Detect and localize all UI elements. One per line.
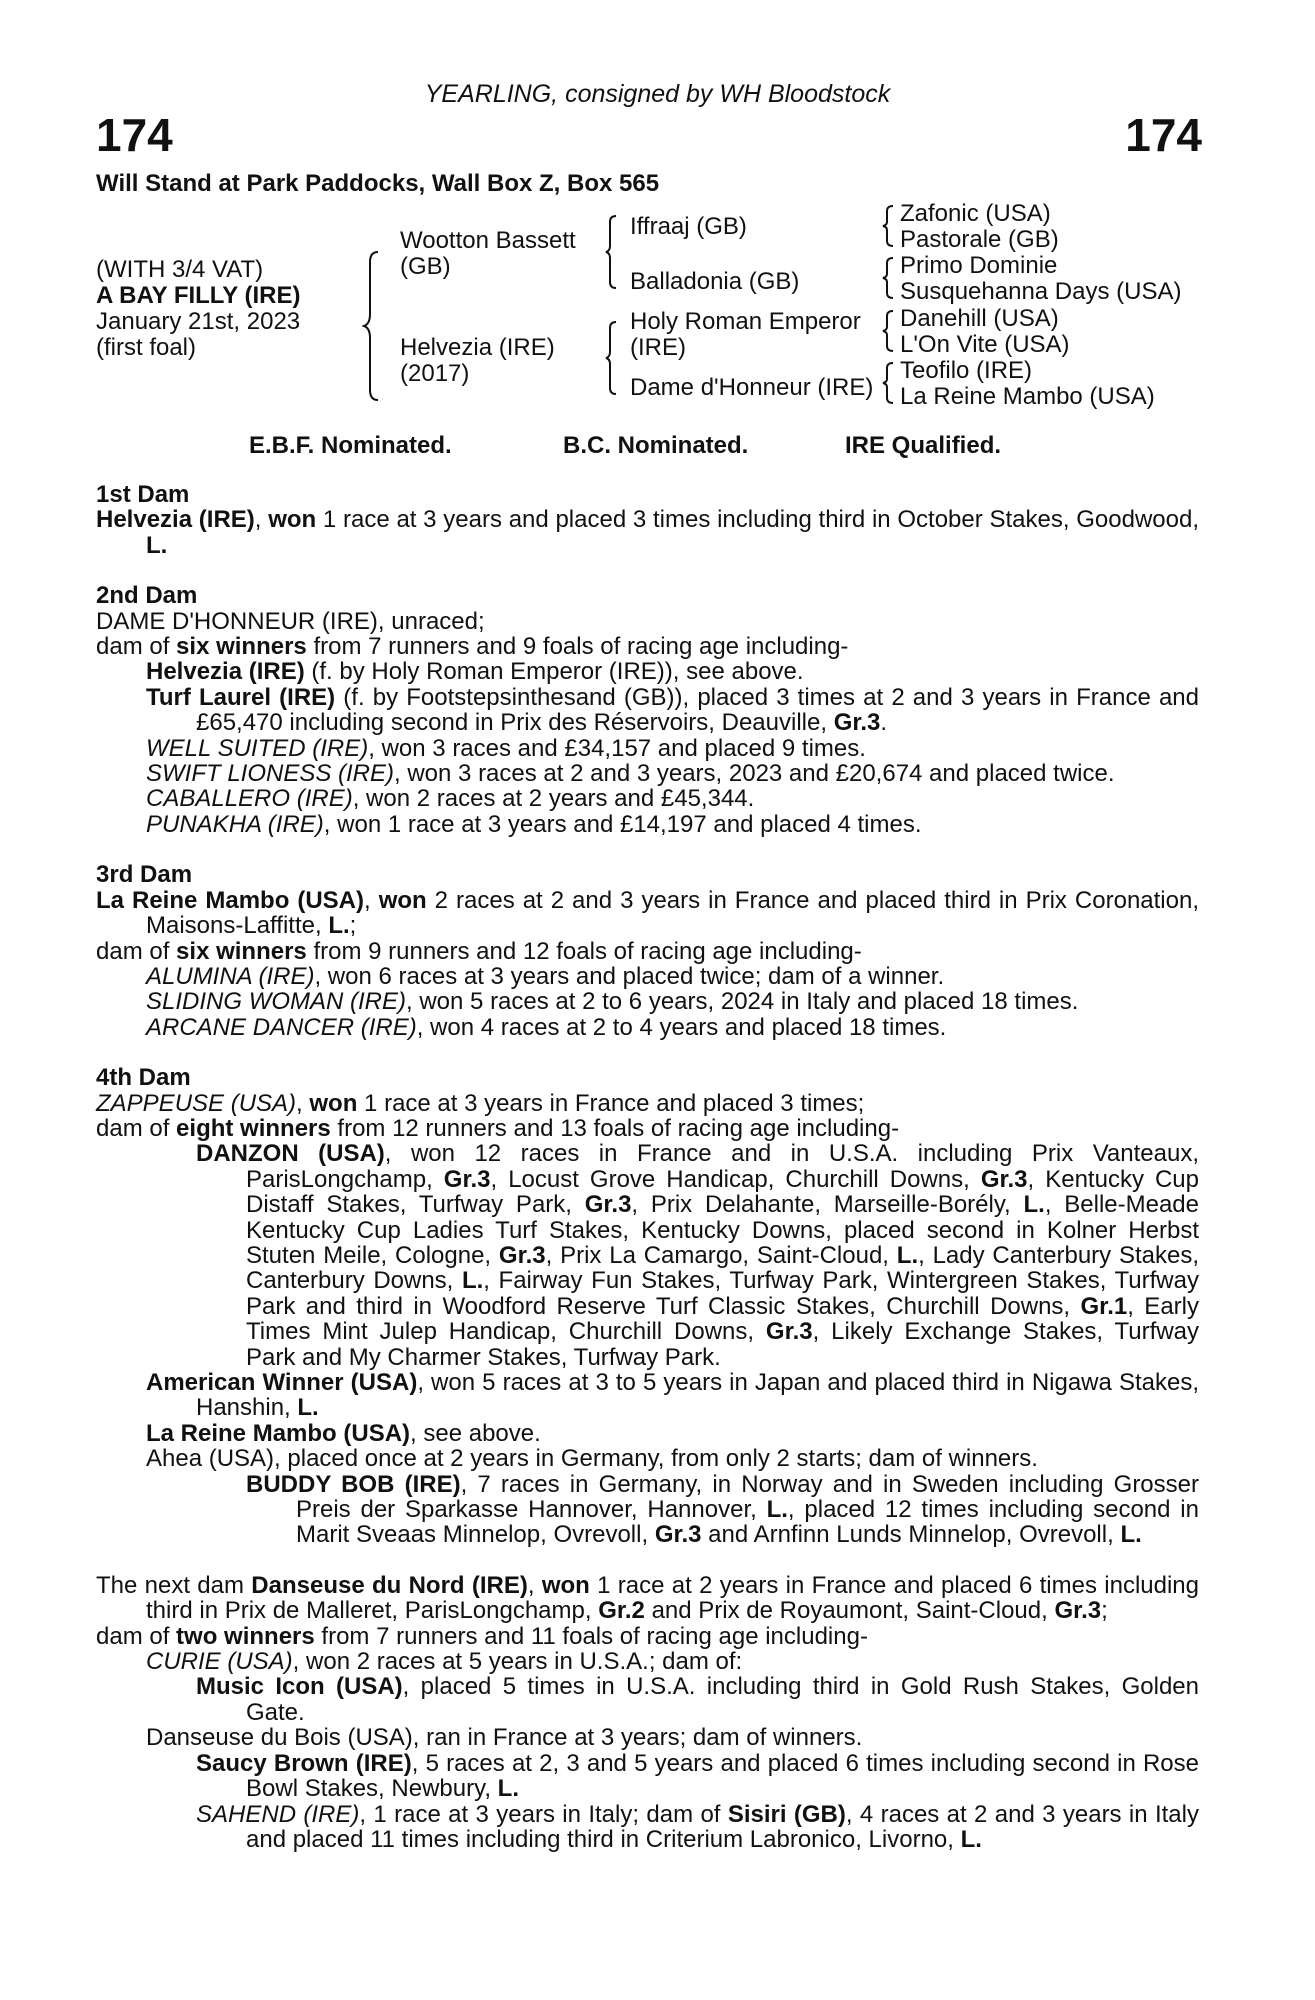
- first-dam-text: 1 race at 3 years and placed 3 times including third in October Stakes, Goodwood,: [316, 506, 1200, 534]
- produce-entry: Danseuse du Bois (USA), ran in France at 3 years; dam of winners.: [146, 1724, 863, 1752]
- grade: L.: [297, 1394, 319, 1422]
- winners-count: two winners: [176, 1622, 315, 1650]
- runners-text: from 12 runners and 13 foals of racing age including-: [330, 1114, 900, 1142]
- second-dam-heading: 2nd Dam: [96, 582, 198, 610]
- second-dam-section: [96, 583, 1199, 837]
- produce-name: SWIFT LIONESS (IRE): [146, 760, 395, 788]
- ddd: La Reine Mambo (USA): [900, 383, 1155, 410]
- grade: L.: [766, 1496, 788, 1524]
- first-dam-name: Helvezia (IRE): [96, 506, 255, 534]
- dam-brace: [604, 320, 620, 396]
- catalogue-body: [96, 482, 1199, 1877]
- produce-entry: [96, 786, 1199, 811]
- winners-count: eight winners: [176, 1114, 331, 1142]
- grade: Gr.3: [833, 709, 881, 737]
- produce-name: ALUMINA (IRE): [146, 962, 315, 990]
- third-dam-name: La Reine Mambo (USA): [96, 886, 365, 914]
- produce-name: PUNAKHA (IRE): [146, 810, 324, 838]
- bc-nomination: B.C. Nominated.: [563, 432, 749, 459]
- sdd: Susquehanna Days (USA): [900, 278, 1182, 305]
- grade: L.: [960, 1825, 982, 1853]
- next-dam-record: The next dam Danseuse du Nord (IRE), won 1 race at 2 years in France and placed 6 times including third in Prix de Malleret, ParisLongchamp, Gr.2 and Prix de Royaumont, Saint-Cloud, Gr.3;: [96, 1571, 1199, 1625]
- third-dam-text: 2 races at 2 and 3 years in France and placed third in Prix Coronation, Maisons-Laffitte,: [146, 886, 1199, 940]
- first-dam-record: Helvezia (IRE), won 1 race at 3 years and placed 3 times including third in October Stakes, Goodwood, L.: [96, 506, 1200, 559]
- second-dam-produce-line: [96, 634, 1199, 659]
- produce-name: Saucy Brown (IRE): [196, 1749, 412, 1777]
- produce-name: La Reine Mambo (USA): [146, 1419, 411, 1447]
- produce-text: , won 3 races and £34,157 and placed 9 times.: [368, 734, 866, 762]
- third-dam-heading: 3rd Dam: [96, 861, 193, 889]
- produce-name: CURIE (USA): [146, 1648, 293, 1676]
- produce-entry: [96, 1751, 1199, 1802]
- produce-text: , won 4 races at 2 to 4 years and placed 18 times.: [416, 1013, 947, 1041]
- produce-entry: [96, 685, 1199, 736]
- produce-text: , won 6 races at 3 years and placed twice; dam of a winner.: [314, 962, 945, 990]
- produce-name: Helvezia (IRE): [146, 658, 305, 686]
- fourth-dam-text: 1 race at 3 years in France and placed 3 times;: [357, 1089, 865, 1117]
- third-dam-won: won: [378, 886, 427, 914]
- produce-text: 1 race at 2 years in France and placed 6 times including third in Prix de Malleret, ParisLongchamp,: [146, 1571, 1199, 1625]
- grade: Gr.3: [1054, 1597, 1102, 1625]
- grade: Gr.3: [498, 1241, 546, 1269]
- produce-text: , won 2 races at 2 years and £45,344.: [352, 785, 755, 813]
- grade: L.: [1120, 1521, 1142, 1549]
- grade: Gr.3: [654, 1521, 702, 1549]
- third-dam-section: [96, 862, 1199, 1040]
- produce-entry: [96, 736, 1199, 761]
- produce-name: Turf Laurel (IRE): [146, 683, 336, 711]
- dss: Danehill (USA): [900, 305, 1059, 332]
- dsd: L'On Vite (USA): [900, 331, 1070, 358]
- produce-text: and Prix de Royaumont, Saint-Cloud,: [644, 1597, 1055, 1625]
- dam-sire-line2: (IRE): [630, 334, 686, 361]
- produce-name: SLIDING WOMAN (IRE): [146, 988, 407, 1016]
- grade: L.: [896, 1241, 919, 1269]
- produce-text: (f. by Holy Roman Emperor (IRE)), see above.: [304, 658, 804, 686]
- vat-note: (WITH 3/4 VAT): [96, 256, 264, 283]
- first-dam-grade: L.: [146, 531, 168, 559]
- grade: Gr.3: [980, 1165, 1028, 1193]
- grade: L.: [497, 1775, 519, 1803]
- grade: L.: [461, 1267, 484, 1295]
- sire-brace: [604, 214, 620, 290]
- produce-entry: [96, 1649, 1199, 1674]
- produce-entry: [96, 1015, 1199, 1040]
- fourth-dam-won: won: [309, 1089, 358, 1117]
- produce-text: , Fairway Fun Stakes, Turfway Park, Wintergreen Stakes, Turfway Park and third in Woodford Reserve Turf Classic Stakes, Churchill Downs,: [246, 1267, 1199, 1320]
- produce-name: Music Icon (USA): [196, 1673, 403, 1701]
- produce-text: , 7 races in Germany, in Norway and in Sweden including Grosser Preis der Sparkasse Hannover, Hannover,: [296, 1470, 1199, 1524]
- sire-origin: (GB): [400, 253, 451, 280]
- produce-text: (f. by Footstepsinthesand (GB)), placed 3 times at 2 and 3 years in France and £65,470 including second in Prix des Réservoirs, Deauville,: [196, 683, 1199, 737]
- dam-of-text: dam of: [96, 633, 177, 661]
- comma: ,: [296, 1089, 310, 1117]
- next-dam-intro: The next dam: [96, 1571, 252, 1599]
- first-dam-section: [96, 482, 1199, 558]
- brace-ds: [882, 309, 896, 353]
- produce-text: , won 5 races at 2 to 6 years, 2024 in Italy and placed 18 times.: [406, 988, 1079, 1016]
- produce-text: , Likely Exchange Stakes, Turfway Park and My Charmer Stakes, Turfway Park.: [246, 1318, 1199, 1371]
- produce-text: , won 3 races at 2 and 3 years, 2023 and £20,674 and placed twice.: [394, 760, 1115, 788]
- sire-dam: Balladonia (GB): [630, 268, 800, 295]
- produce-entry: [96, 659, 1199, 684]
- dam-of-text: dam of: [96, 1622, 177, 1650]
- ebf-nomination: E.B.F. Nominated.: [249, 432, 452, 459]
- produce-text: , won 12 races in France and in U.S.A. including Prix Vanteaux, ParisLongchamp,: [246, 1140, 1199, 1193]
- produce-text-end: .: [880, 709, 888, 737]
- produce-name: CABALLERO (IRE): [146, 785, 353, 813]
- third-dam-record: La Reine Mambo (USA), won 2 races at 2 and 3 years in France and placed third in Prix Coronation, Maisons-Laffitte, L.;: [96, 886, 1199, 940]
- produce-name: DANZON (USA): [196, 1140, 385, 1168]
- produce-name: SAHEND (IRE): [196, 1800, 360, 1828]
- second-dam-intro: DAME D'HONNEUR (IRE), unraced;: [96, 607, 485, 635]
- produce-entry: Ahea (USA), placed once at 2 years in Germany, from only 2 starts; dam of winners.: [146, 1445, 1038, 1473]
- produce-text: , 5 races at 2, 3 and 5 years and placed 6 times including second in Rose Bowl Stakes, Newbury,: [246, 1749, 1199, 1803]
- brace-ss: [882, 204, 896, 248]
- lot-number-left: 174: [96, 109, 173, 161]
- third-dam-produce-line: [96, 939, 1199, 964]
- produce-entry: [96, 1141, 1199, 1370]
- produce-name: ARCANE DANCER (IRE): [146, 1013, 417, 1041]
- produce-text: ;: [1101, 1597, 1108, 1625]
- grade: L.: [1023, 1191, 1045, 1219]
- first-dam-won: won: [268, 506, 317, 534]
- ssd: Pastorale (GB): [900, 226, 1059, 253]
- dam-year: (2017): [400, 360, 470, 387]
- sss: Zafonic (USA): [900, 200, 1051, 227]
- first-dam-heading: 1st Dam: [96, 481, 190, 508]
- dam-of-text: dam of: [96, 1114, 177, 1142]
- fourth-dam-record: [96, 1091, 1199, 1116]
- foal-note: (first foal): [96, 334, 197, 361]
- next-dam-section: [96, 1573, 1199, 1852]
- winners-count: six winners: [176, 937, 307, 965]
- consignor-line: YEARLING, consigned by WH Bloodstock: [424, 80, 891, 108]
- produce-entry: [96, 1472, 1199, 1548]
- produce-text: , Lady Canterbury Stakes, Canterbury Downs,: [246, 1241, 1199, 1295]
- produce-entry: [96, 1802, 1199, 1853]
- winners-count: six winners: [176, 633, 307, 661]
- semicolon: ;: [349, 912, 357, 940]
- produce-entry: [96, 1674, 1199, 1725]
- grade: Gr.3: [584, 1191, 632, 1219]
- foaling-date: January 21st, 2023: [96, 308, 301, 335]
- grade: Gr.3: [765, 1318, 813, 1346]
- produce-name: BUDDY BOB (IRE): [246, 1470, 461, 1498]
- produce-text: , 4 races at 2 and 3 years in Italy and placed 11 times including third in Criterium Labronico, Livorno,: [246, 1800, 1199, 1853]
- stand-location: Will Stand at Park Paddocks, Wall Box Z, Box 565: [96, 170, 660, 197]
- produce-entry: [96, 1370, 1199, 1421]
- pedigree-brace-main: [362, 250, 384, 402]
- brace-dd: [882, 361, 896, 405]
- fourth-dam-name: ZAPPEUSE (USA): [96, 1089, 297, 1117]
- ire-qualified: IRE Qualified.: [845, 432, 1002, 459]
- next-dam-produce-line: [96, 1624, 1199, 1649]
- runners-text: from 7 runners and 9 foals of racing age including-: [306, 633, 849, 661]
- lot-number-right: 174: [1125, 109, 1202, 161]
- produce-entry: [96, 1421, 1199, 1446]
- fourth-dam-section: [96, 1065, 1199, 1548]
- sire-name: Wootton Bassett: [400, 227, 576, 254]
- produce-text: , Kentucky Cup Distaff Stakes, Turfway Park,: [246, 1165, 1199, 1219]
- brace-sd: [882, 256, 896, 300]
- produce-text: , Prix La Camargo, Saint-Cloud,: [545, 1241, 897, 1269]
- fourth-dam-produce-line: [96, 1116, 1199, 1141]
- produce-text: , Belle-Meade Kentucky Cup Ladies Turf Stakes, Kentucky Downs, placed second in Kolner Herbst Stuten Meile, Cologne,: [246, 1191, 1200, 1269]
- dam-sire-line1: Holy Roman Emperor: [630, 308, 861, 335]
- fourth-dam-heading: 4th Dam: [96, 1064, 191, 1092]
- produce-text: , placed 5 times in U.S.A. including third in Gold Rush Stakes, Golden Gate.: [246, 1673, 1199, 1726]
- dds: Teofilo (IRE): [900, 357, 1033, 384]
- produce-text: , Early Times Mint Julep Handicap, Churchill Downs,: [246, 1292, 1199, 1346]
- produce-name: Sisiri (GB): [727, 1800, 846, 1828]
- produce-text: , Locust Grove Handicap, Churchill Downs,: [490, 1165, 981, 1193]
- produce-text: , placed 12 times including second in Marit Sveaas Minnelop, Ovrevoll,: [296, 1496, 1199, 1549]
- produce-text: , 1 race at 3 years in Italy; dam of: [359, 1800, 728, 1828]
- produce-text: , won 5 races at 3 to 5 years in Japan and placed third in Nigawa Stakes, Hanshin,: [196, 1369, 1199, 1422]
- produce-name: American Winner (USA): [146, 1369, 418, 1396]
- next-dam-won: won: [541, 1571, 590, 1599]
- runners-text: from 9 runners and 12 foals of racing age including-: [306, 937, 862, 965]
- grade: Gr.2: [598, 1597, 645, 1625]
- sds: Primo Dominie: [900, 252, 1058, 279]
- grade: Gr.1: [1080, 1292, 1128, 1320]
- produce-entry: [96, 761, 1199, 786]
- dam-dam: Dame d'Honneur (IRE): [630, 374, 874, 401]
- produce-entry: [96, 964, 1199, 989]
- sire-sire: Iffraaj (GB): [630, 213, 747, 240]
- horse-name: A BAY FILLY (IRE): [96, 282, 301, 309]
- runners-text: from 7 runners and 11 foals of racing age including-: [314, 1622, 868, 1650]
- produce-text: , won 1 race at 3 years and £14,197 and placed 4 times.: [323, 810, 922, 838]
- dam-of-text: dam of: [96, 937, 177, 965]
- produce-entry: [96, 812, 1199, 837]
- produce-entry: [96, 989, 1199, 1014]
- produce-text: , Prix Delahante, Marseille-Borély,: [631, 1191, 1024, 1219]
- next-dam-name: Danseuse du Nord (IRE): [251, 1571, 528, 1599]
- grade: Gr.3: [443, 1165, 491, 1193]
- produce-text: and Arnfinn Lunds Minnelop, Ovrevoll,: [701, 1521, 1121, 1549]
- produce-text: , see above.: [410, 1419, 541, 1447]
- dam-name: Helvezia (IRE): [400, 334, 555, 361]
- grade: L.: [328, 912, 350, 940]
- produce-text: , won 2 races at 5 years in U.S.A.; dam of:: [292, 1648, 743, 1676]
- produce-name: WELL SUITED (IRE): [146, 734, 369, 762]
